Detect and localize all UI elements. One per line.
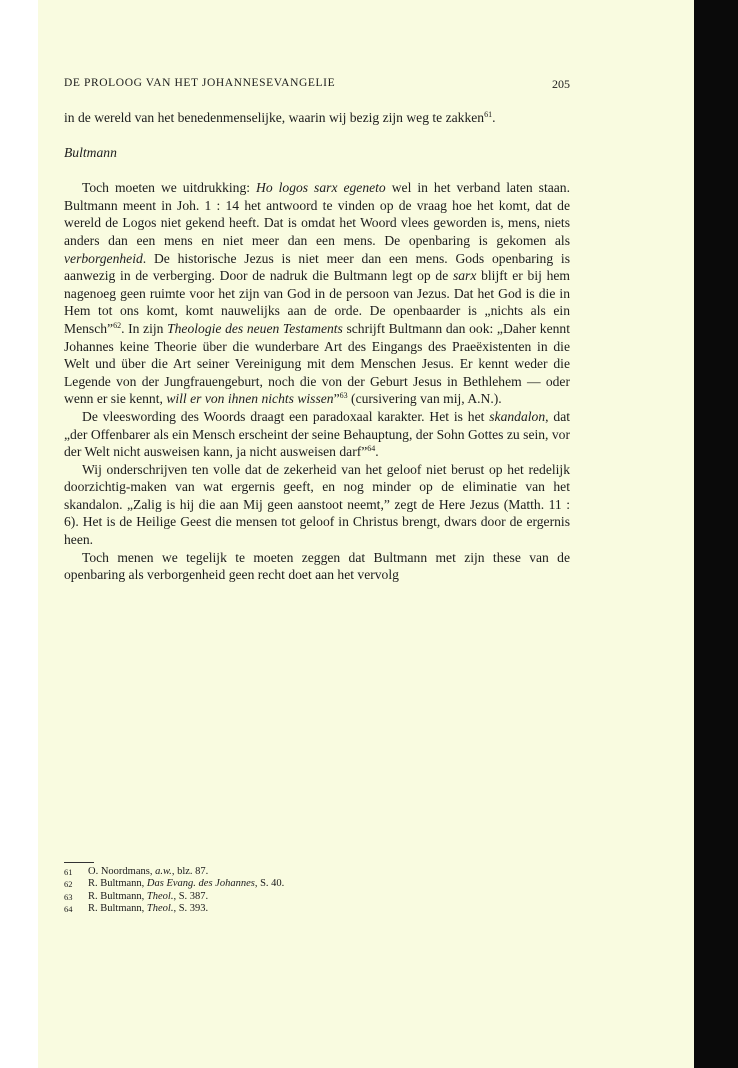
page-number: 205 bbox=[552, 77, 570, 91]
body-text bbox=[64, 109, 570, 584]
footnote-number: 61 bbox=[64, 867, 73, 877]
paragraph-1: Toch moeten we uitdrukking: Ho logos sarx egeneto wel in het verband laten staan. Bultmann meent in Joh. 1 : 14 het antwoord te vinden op de vraag hoe het komt, dat de wereld de Logos niet gekend heeft. Dat is omdat het Woord vlees geworden is, mens, niets anders dan een mens en niet meer dan een mens. De openbaring is gekomen als verborgenheid. De historische Jezus is niet meer dan een mens. Gods openbaring is aanwezig in de verberging. Door de nadruk die Bultmann legt op de sarx blijft er bij hem nagenoeg geen ruimte voor het zijn van God in de persoon van Jezus. Dat het God is die in Hem tot ons komt, komt nauwelijks aan de orde. De openbaarder is „nichts als ein Mensch”$^{62}$. In zijn Theologie des neuen Testaments schrijft Bultmann dan ook: „Daher kennt Johannes keine Theorie über die wunderbare Art des Eingangs des Praeëxistenten in die Welt und über die Art seiner Vereinigung mit dem Menschen Jesus. Er kennt weder die Legende von der Jungfrauengeburt, noch die von der Geburt Jesus in Bethlehem — oder wenn er sie kennt, will er von ihnen nichts wissen”$^{63}$ (cursivering van mij, A.N.). bbox=[64, 180, 570, 407]
footnote: 63 R. Bultmann, Theol., S. 387. bbox=[64, 890, 209, 902]
footnote-ref: 63 bbox=[339, 391, 348, 401]
paragraph-3: Wij onderschrijven ten volle dat de zekerheid van het geloof niet berust op het redelijk doorzichtig-maken van wat ergernis geeft, en nog minder op de eliminatie van het skandalon. „Zalig is hij die aan Mij geen aanstoot neemt,” zegt de Here Jezus (Matth. 11 : 6). Het is de Heilige Geest die mensen tot geloof in Christus brengt, dwars door de ergernis heen. bbox=[64, 461, 570, 548]
running-title: DE PROLOOG VAN HET JOHANNESEVANGELIE bbox=[64, 77, 336, 89]
footnotes bbox=[64, 866, 484, 916]
footnote-number: 63 bbox=[64, 891, 73, 902]
footnote-ref: 62 bbox=[113, 320, 122, 330]
section-heading: Bultmann bbox=[64, 144, 117, 160]
footnote-number: 62 bbox=[64, 879, 73, 890]
footnote: 64 R. Bultmann, Theol., S. 393. bbox=[64, 903, 209, 915]
footnote: 61 O. Noordmans, a.w., blz. 87. bbox=[64, 866, 209, 877]
footnote-number: 64 bbox=[64, 904, 73, 915]
running-header bbox=[64, 77, 570, 89]
paragraph-4: Toch menen we tegelijk te moeten zeggen dat Bultmann met zijn these van de openbaring als verborgenheid geen recht doet aan het vervolg bbox=[64, 549, 570, 583]
footnote: 62 R. Bultmann, Das Evang. des Johannes, S. 40. bbox=[64, 878, 285, 890]
paragraph-2: De vleeswording des Woords draagt een paradoxaal karakter. Het is het skandalon, dat „der Offenbarer als ein Mensch erscheint der seine Behauptung, der Sohn Gottes zu sein, vor der Welt nicht ausweisen kann, ja nicht ausweisen darf”$^{64}$. bbox=[64, 408, 571, 460]
footnote-ref: 61 bbox=[484, 110, 493, 119]
footnote-ref: 64 bbox=[367, 444, 376, 454]
footnote-rule bbox=[64, 862, 94, 863]
scan-edge bbox=[694, 0, 738, 1068]
paragraph-continued: in de wereld van het benedenmenselijke, waarin wij bezig zijn weg te zakken$^{61}$. bbox=[64, 110, 496, 125]
